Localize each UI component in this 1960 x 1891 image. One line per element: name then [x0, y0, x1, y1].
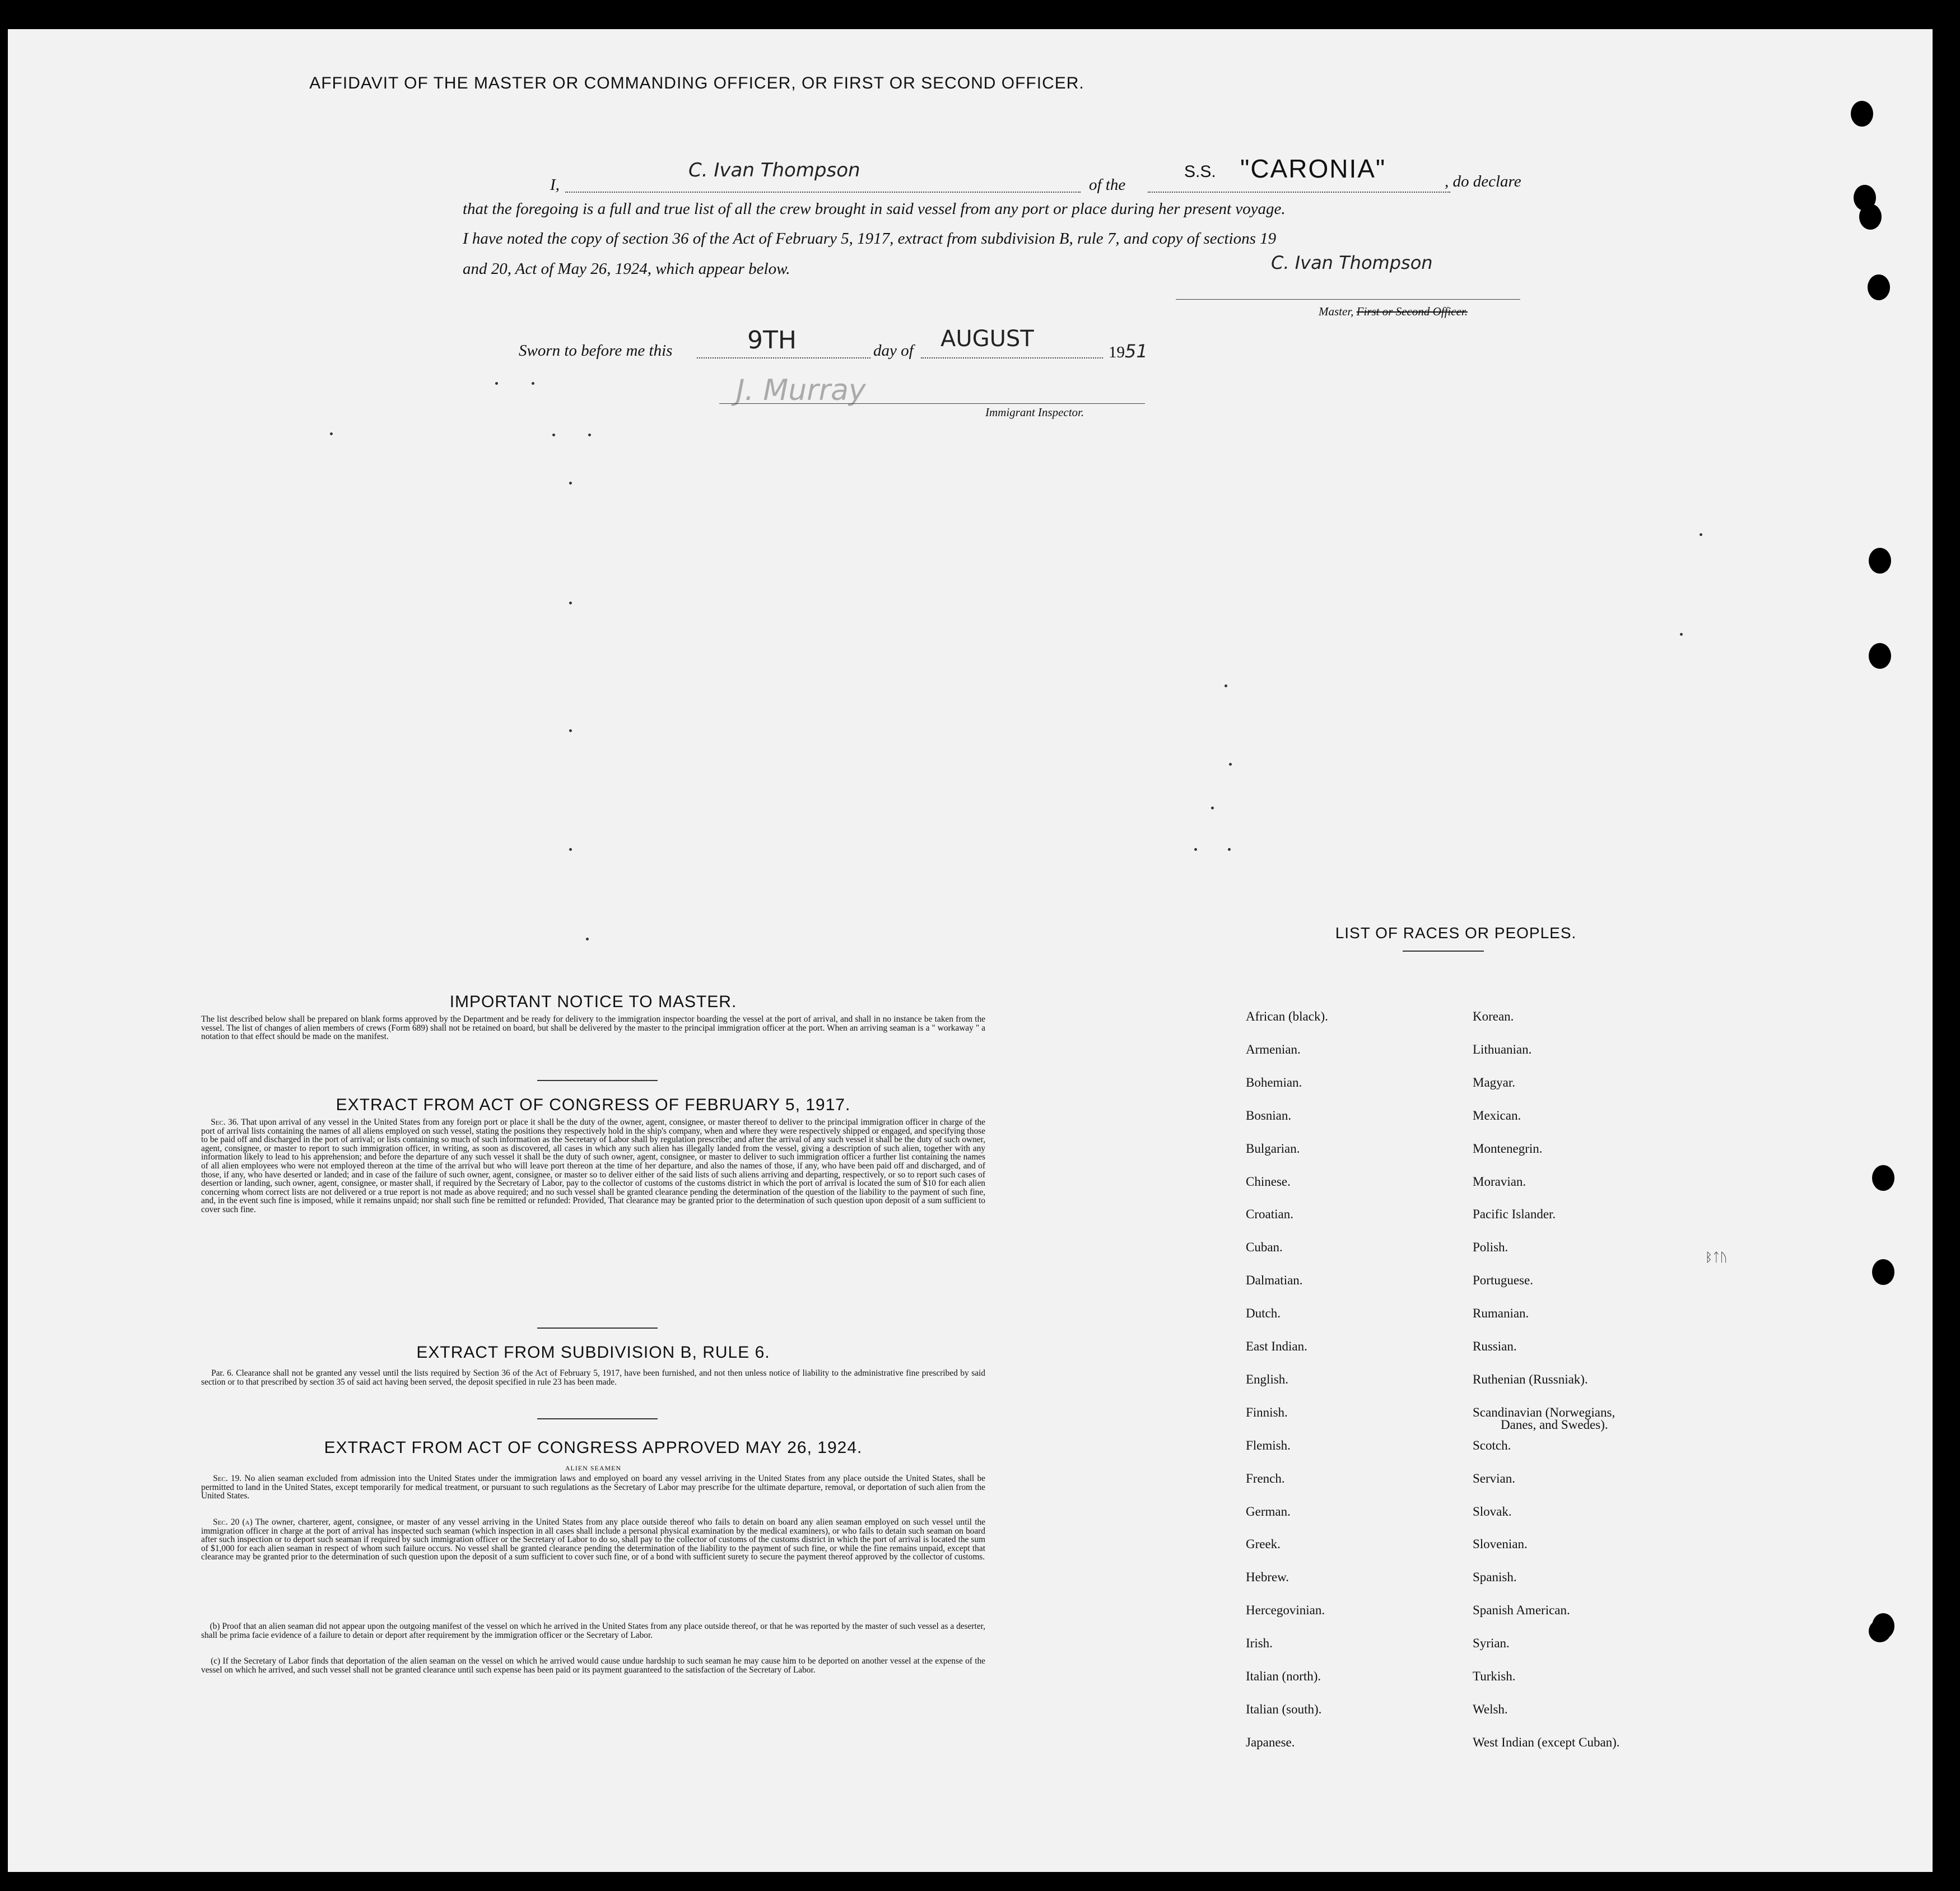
- par6-label: Par. 6.: [211, 1368, 234, 1378]
- notice-text: The list described below shall be prepared on blank forms approved by the Department and be ready for delivery to the immigration inspector boarding the vessel at the port of arrival, and shall in no instance be taken from the vessel. The list of changes of alien members of crews (Form 689) shall not be retained on board, but shall be delivered by the master to the principal immigration officer at the port. When an arriving seaman is a " workaway " a notation to that effect should be made on the manifest.: [201, 1014, 985, 1042]
- extract-1917-divider: [537, 1328, 658, 1329]
- inspector-signature: J. Murray: [736, 374, 866, 407]
- race-item: Rumanian.: [1473, 1306, 1529, 1320]
- race-item-continuation: Danes, and Swedes).: [1501, 1418, 1608, 1432]
- race-item: Dutch.: [1246, 1306, 1281, 1320]
- race-item: Turkish.: [1473, 1669, 1516, 1683]
- extract-1917-title: EXTRACT FROM ACT OF CONGRESS OF FEBRUARY 5, 1917.: [336, 1096, 851, 1114]
- par6-text: Clearance shall not be granted any vessel until the lists required by Section 36 of the Act of February 5, 1917, have been furnished, and not then unless notice of liability to the administrative fine prescribed by said section or to that prescribed by section 35 of said act having been served, the deposit specified in rule 23 has been made.: [201, 1368, 985, 1387]
- name-line: [565, 192, 1081, 193]
- ss-prefix: S.S.: [1184, 162, 1216, 181]
- race-item: East Indian.: [1246, 1339, 1307, 1353]
- sworn-day: 9TH: [747, 326, 797, 355]
- punch-hole: [1872, 1165, 1894, 1191]
- race-item: Scandinavian (Norwegians,: [1473, 1405, 1616, 1419]
- race-item: Greek.: [1246, 1537, 1281, 1551]
- notice-divider: [537, 1080, 658, 1081]
- speck: [1680, 633, 1683, 636]
- race-item: Syrian.: [1473, 1636, 1510, 1650]
- extract-1917-body: [201, 1118, 985, 1214]
- race-item: Slovak.: [1473, 1505, 1512, 1519]
- race-item: Irish.: [1246, 1636, 1273, 1650]
- speck: [588, 434, 591, 436]
- sec20c-paragraph: [201, 1657, 985, 1674]
- race-item: Italian (north).: [1246, 1669, 1321, 1683]
- signature-line: [1176, 299, 1520, 300]
- punch-hole: [1859, 204, 1882, 230]
- sec20a-text: The owner, charterer, agent, consignee, or master of any vessel arriving in the United States from any place outside thereof who fails to detain on board any alien seaman employed on such vessel until the immigration officer in charge at the port of arrival has inspected such seaman (which inspection in all cases shall include a personal physical examination by the medical examiners), or who fails to detain such seaman on board after such inspection or to deport such seaman if required by such immigration officer or the Secretary of Labor to do so, shall pay to the collector of customs of the customs district in which the port of arrival is located the sum of $1,000 for each alien seaman in respect of whom such failure occurs. No vessel shall be granted clearance pending the determination of the liability to the payment of such fine, or while the fine remains unpaid, except that clearance may be granted prior to the determination of such question upon the deposit of a sum sufficient to cover such fine, or of a bond with sufficient surety to secure the payment thereof approved by the collector of customs.: [201, 1517, 986, 1562]
- race-item: Bosnian.: [1246, 1108, 1292, 1123]
- race-item: Spanish.: [1473, 1570, 1517, 1584]
- race-item: Croatian.: [1246, 1207, 1293, 1221]
- notice-title: IMPORTANT NOTICE TO MASTER.: [449, 993, 737, 1011]
- sec20b-text: Proof that an alien seaman did not appear upon the outgoing manifest of the vessel on which he arrived in the United States from any place outside thereof, or that he was reported by the master of such vessel as a deserter, shall be prima facie evidence of a failure to detain or deport after requirement by the immigration officer or the Secretary of Labor.: [201, 1622, 986, 1640]
- race-item: Finnish.: [1246, 1405, 1288, 1419]
- sec36-label: Sec. 36.: [211, 1117, 239, 1127]
- speck: [1194, 848, 1197, 851]
- speck: [552, 434, 555, 436]
- punch-hole: [1868, 274, 1890, 300]
- race-item: Korean.: [1473, 1009, 1514, 1023]
- sec36-text: That upon arrival of any vessel in the United States from any foreign port or place it shall be the duty of the owner, agent, consignee, or master thereof to deliver to the principal immigration officer in charge of the port of arrival lists containing the names of all aliens employed on such vessel, stating the positions they respectively hold in the ship's company, when and where they were respectively shipped or engaged, and specifying those to be paid off and discharged in the port of arrival; or lists containing so much of such information as the Secretary of Labor shall by regulation prescribe; and after the arrival of any such vessel it shall be the duty of such owner, agent, consignee, or master to report to such immigration officer, in writing, as soon as discovered, all cases in which any such alien has illegally landed from the vessel, giving a description of such alien, together with any information likely to lead to his apprehension; and before the departure of any such vessel it shall be the duty of such owner, agent, consignee, or master to deliver to such immigration officer a further list containing the names of all alien employees who were not employed thereon at the time of the arrival but who will leave port thereon at the time of her departure, and also the names of those, if any, who have been paid off and discharged, and of those, if any, who have deserted or landed; and in case of the failure of such owner, agent, consignee, or master so to deliver either of the said lists of such aliens arriving and departing, respectively, or so to report such cases of desertion or landing, such owner, agent, consignee, or master shall, if required by the Secretary of Labor, pay to the collector of customs of the customs district in which the port of arrival is located the sum of $10 for each alien concerning whom correct lists are not delivered or a true report is not made as above required; and no such vessel shall be granted clearance pending the determination of the question of the liability to the payment of such fine, and, in the event such fine is imposed, while it remains unpaid; nor shall such fine be remitted or refunded: Provided, That clearance may be granted prior to the determination of such question upon deposit of a sum sufficient to cover such fine.: [201, 1117, 985, 1214]
- speck: [1211, 807, 1214, 809]
- master-label: Master,: [1319, 305, 1354, 318]
- sec20a-label: Sec. 20 (a): [213, 1517, 253, 1527]
- extract-rule6-body: [201, 1369, 985, 1386]
- race-item: Cuban.: [1246, 1240, 1283, 1254]
- speck: [330, 432, 333, 435]
- race-item: Bohemian.: [1246, 1075, 1302, 1089]
- speck: [586, 938, 589, 940]
- races-title: LIST OF RACES OR PEOPLES.: [1335, 924, 1577, 942]
- punch-hole: [1851, 101, 1873, 127]
- punch-hole: [1869, 548, 1891, 574]
- sec19-text: No alien seaman excluded from admission into the United States under the immigration laws and employed on board any vessel arriving in the United States from any place outside the United States, shall be permitted to land in the United States, except temporarily for medical treatment, or pursuant to such regulations as the Secretary of Labor may prescribe for the ultimate departure, removal, or deportation of such alien from the United States.: [201, 1474, 985, 1501]
- speck: [1228, 848, 1231, 851]
- sworn-year: [1109, 341, 1148, 362]
- day-of-label: day of: [873, 342, 914, 360]
- race-item: German.: [1246, 1505, 1291, 1519]
- affidavit-i-label: I,: [550, 176, 560, 194]
- sec20b-paragraph: [201, 1622, 985, 1640]
- speck: [569, 602, 572, 604]
- punch-hole: [1869, 643, 1891, 669]
- race-item: Chinese.: [1246, 1175, 1291, 1189]
- affidavit-title: AFFIDAVIT OF THE MASTER OR COMMANDING OFFICER, OR FIRST OR SECOND OFFICER.: [309, 74, 1084, 92]
- sec19-label: Sec. 19.: [213, 1474, 242, 1483]
- race-item: Magyar.: [1473, 1075, 1516, 1089]
- speck: [569, 848, 572, 851]
- race-item: Bulgarian.: [1246, 1142, 1300, 1156]
- speck: [569, 482, 572, 485]
- race-item: Lithuanian.: [1473, 1042, 1532, 1056]
- speck: [532, 382, 534, 385]
- sec20c-text: If the Secretary of Labor finds that deportation of the alien seaman on the vessel on which he arrived would cause undue hardship to such seaman he may cause him to be deported on another vessel at the expense of the vessel on which he arrived, and such vessel shall not be granted clearance until such expense has been paid or its payment guaranteed to the satisfaction of the Secretary of Labor.: [201, 1656, 985, 1675]
- document-page: [8, 29, 1933, 1872]
- ship-line: [1148, 192, 1450, 193]
- race-item: Portuguese.: [1473, 1273, 1533, 1287]
- sworn-prefix: Sworn to before me this: [519, 342, 673, 360]
- punch-hole: [1872, 1259, 1894, 1285]
- year-prefix: 19: [1109, 343, 1125, 361]
- affidavit-line-2: that the foregoing is a full and true list of all the crew brought in said vessel from any port or place during her present voyage.: [463, 200, 1286, 218]
- speck: [495, 382, 498, 385]
- race-item: West Indian (except Cuban).: [1473, 1735, 1620, 1749]
- sec20b-label: (b): [209, 1622, 220, 1631]
- race-item: Slovenian.: [1473, 1537, 1528, 1551]
- year-suffix: 51: [1125, 341, 1148, 362]
- inspector-line: [719, 403, 1145, 404]
- struck-officer-label: First or Second Officer.: [1356, 305, 1468, 318]
- extract-rule6-title: EXTRACT FROM SUBDIVISION B, RULE 6.: [416, 1343, 770, 1362]
- sworn-day-line: [697, 357, 870, 358]
- race-item: Pacific Islander.: [1473, 1207, 1556, 1221]
- race-item: Ruthenian (Russniak).: [1473, 1372, 1588, 1386]
- extract-1924-title: EXTRACT FROM ACT OF CONGRESS APPROVED MAY 26, 1924.: [324, 1438, 863, 1457]
- speck: [1700, 533, 1702, 536]
- race-item: Moravian.: [1473, 1175, 1526, 1189]
- extract-rule6-divider: [537, 1418, 658, 1419]
- race-item: Servian.: [1473, 1471, 1516, 1485]
- speck: [569, 729, 572, 732]
- race-item: Armenian.: [1246, 1042, 1301, 1056]
- speck: [1229, 763, 1232, 766]
- alien-seamen-subtitle: ALIEN SEAMEN: [565, 1464, 622, 1472]
- of-the-label: of the: [1089, 176, 1126, 194]
- race-item: English.: [1246, 1372, 1289, 1386]
- race-item: Scotch.: [1473, 1438, 1511, 1452]
- race-item: Hercegovinian.: [1246, 1603, 1325, 1617]
- sworn-month: AUGUST: [941, 326, 1034, 352]
- sec20a-paragraph: [201, 1518, 985, 1562]
- race-item: Italian (south).: [1246, 1702, 1322, 1716]
- race-item: Flemish.: [1246, 1438, 1291, 1452]
- speck: [1225, 684, 1227, 687]
- master-signature: C. Ivan Thompson: [1271, 252, 1433, 273]
- race-item: Polish.: [1473, 1240, 1509, 1254]
- race-item: French.: [1246, 1471, 1285, 1485]
- master-title: [1319, 305, 1468, 319]
- race-item: Dalmatian.: [1246, 1273, 1303, 1287]
- sworn-month-line: [921, 357, 1103, 358]
- races-title-rule: [1403, 951, 1484, 952]
- do-declare-label: , do declare: [1445, 173, 1521, 190]
- margin-scribble: ᛒᛏᚢ: [1705, 1250, 1728, 1264]
- ship-name: "CARONIA": [1240, 154, 1386, 183]
- race-item: Spanish American.: [1473, 1603, 1570, 1617]
- inspector-label: Immigrant Inspector.: [985, 406, 1084, 419]
- race-item: African (black).: [1246, 1009, 1328, 1023]
- race-item: Russian.: [1473, 1339, 1517, 1353]
- affidavit-line-3: I have noted the copy of section 36 of the Act of February 5, 1917, extract from subdivision B, rule 7, and copy of sections 19: [463, 230, 1277, 248]
- race-item: Mexican.: [1473, 1108, 1521, 1123]
- race-item: Montenegrin.: [1473, 1142, 1543, 1156]
- sec19-paragraph: [201, 1474, 985, 1501]
- sec20c-label: (c): [211, 1656, 221, 1666]
- affidavit-line-4: and 20, Act of May 26, 1924, which appear below.: [463, 260, 790, 278]
- officer-name-handwritten: C. Ivan Thompson: [688, 159, 860, 181]
- race-item: Welsh.: [1473, 1702, 1508, 1716]
- punch-hole: [1869, 1620, 1891, 1642]
- race-item: Japanese.: [1246, 1735, 1295, 1749]
- race-item: Hebrew.: [1246, 1570, 1289, 1584]
